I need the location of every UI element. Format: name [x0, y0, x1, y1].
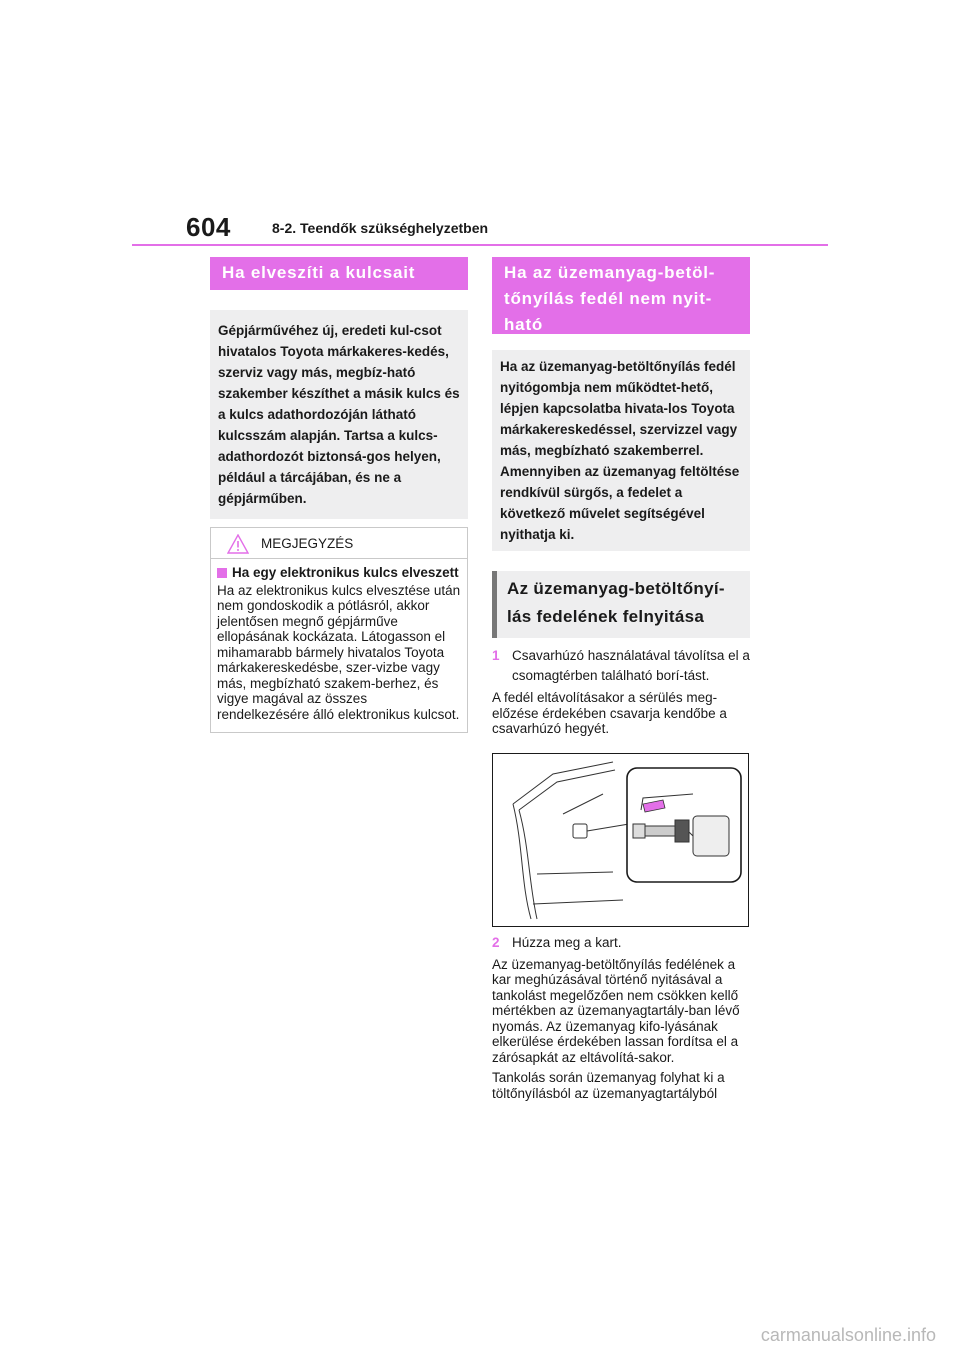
note-box	[210, 527, 468, 733]
step-1-note: A fedél eltávolításakor a sérülés meg-előzése érdekében csavarja kendőbe a csavarhúzó hegyét.	[492, 690, 727, 736]
trunk-cover-illustration	[493, 754, 748, 926]
step-1-number: 1	[492, 648, 500, 663]
header-rule	[132, 244, 828, 246]
warning-triangle-icon	[227, 534, 249, 554]
note-header	[211, 528, 467, 559]
step-2-note: Az üzemanyag-betöltőnyílás fedélének a kar meghúzásával történő nyitásával a tankolást megelőzően nem csökken kellő mértékben az üzemanyagtartály-ban lévő nyomás. Az üzemanyag kifo-lyásának elkerülése érdekében lassan fordítsa el a zárósapkát az eltávolítá-sakor.	[492, 956, 740, 1065]
page-number: 604	[186, 212, 231, 242]
right-column	[492, 257, 750, 1101]
illustration-trunk-cover	[492, 753, 749, 927]
running-head: 8-2. Teendők szükséghelyzetben	[272, 220, 489, 236]
left-column	[210, 257, 468, 733]
note-label: MEGJEGYZÉS	[261, 536, 354, 551]
note-body-text: Ha az elektronikus kulcs elvesztése után nem gondoskodik a pótlásról, akkor jelentősen megnő gépjárműve ellopásának kockázata. Látogasson el mihamarabb bármely hivatalos Toyota márkakereskedésbe, szer-vizbe vagy más, megbízható szakem-berhez, és vigye magával az összes rendelkezésére álló elektronikus kulcsot.	[217, 582, 461, 722]
section-title-lost-keys: Ha elveszíti a kulcsait	[210, 257, 468, 290]
footer-watermark: carmanualsonline.info	[760, 1325, 936, 1345]
step-2-text: Húzza meg a kart.	[512, 934, 622, 950]
step-2	[492, 933, 750, 953]
lost-keys-intro: Gépjárművéhez új, eredeti kul-csot hivatalos Toyota márkakeres-kedés, szerviz vagy más, megbíz-ható szakember készíthet a másik kulcs és a kulcs adathordozóján látható kulcsszám alapján. Tartsa a kulcs-adathordozót biztonsá-gos helyen, például a tárcájában, és ne a gépjárműben.	[210, 310, 468, 519]
note-subtitle: Ha egy elektronikus kulcs elveszett	[232, 565, 459, 580]
fuel-door-intro: Ha az üzemanyag-betöltőnyílás fedél nyitógombja nem működtet-hető, lépjen kapcsolatba hivata-los Toyota márkakereskedéssel, szervizzel vagy más, megbízható szakemberrel. Amennyiben az üzemanyag feltöltése rendkívül sürgős, a fedelet a következő művelet segítségével nyithatja ki.	[492, 350, 750, 551]
subsection-title-opening: Az üzemanyag-betöltőnyí-lás fedelének felnyitása	[492, 571, 750, 638]
square-bullet-icon	[217, 568, 227, 578]
step-1	[492, 646, 750, 686]
section-title-fuel-door: Ha az üzemanyag-betöl-tőnyílás fedél nem nyit-ható	[492, 257, 750, 334]
step-2-number: 2	[492, 934, 500, 950]
step-1-text: Csavarhúzó használatával távolítsa el a csomagtérben található borí-tást.	[512, 648, 750, 683]
step-2-note-continued: Tankolás során üzemanyag folyhat ki a töltőnyílásból az üzemanyagtartályból	[492, 1070, 725, 1101]
